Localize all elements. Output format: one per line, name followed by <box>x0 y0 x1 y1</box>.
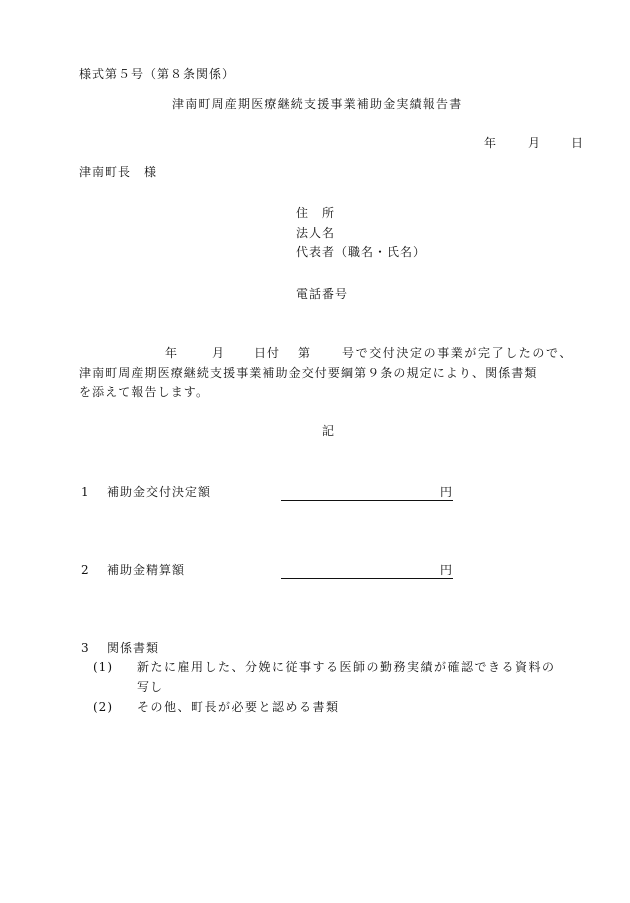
document-item-text-continued: 写し <box>137 680 164 694</box>
ki-heading: 記 <box>322 424 336 438</box>
representative-label: 代表者（職名・氏名） <box>296 245 427 259</box>
item3-label: 関係書類 <box>107 641 160 655</box>
item1-label: 補助金交付決定額 <box>107 485 212 499</box>
body-line1-rest: 号で交付決定の事業が完了したので、 <box>342 346 573 360</box>
phone-number-label: 電話番号 <box>296 287 349 301</box>
corporation-name-label: 法人名 <box>296 226 336 240</box>
item1-amount-line <box>281 484 453 501</box>
item2-label: 補助金精算額 <box>107 563 186 577</box>
document-item-text: その他、町長が必要と認める書類 <box>137 700 340 714</box>
body-year: 年 <box>165 346 179 360</box>
item2-amount-line <box>281 562 453 579</box>
item1-yen-unit: 円 <box>440 485 454 499</box>
addressee: 津南町長 様 <box>79 165 158 179</box>
document-item-number: (2) <box>93 700 113 714</box>
body-line2: 津南町周産期医療継続支援事業補助金交付要綱第９条の規定により、関係書類 <box>79 366 538 380</box>
item3-number: 3 <box>81 641 90 655</box>
item2-yen-unit: 円 <box>440 563 454 577</box>
document-item-number: (1) <box>93 660 113 674</box>
item1-number: 1 <box>81 485 90 499</box>
document-item-text: 新たに雇用した、分娩に従事する医師の勤務実績が確認できる資料の <box>137 660 556 674</box>
date-year-label: 年 <box>484 136 498 150</box>
form-number-label: 様式第５号（第８条関係） <box>79 67 236 81</box>
body-number-prefix: 第 <box>298 346 312 360</box>
body-month: 月 <box>212 346 226 360</box>
body-day: 日付 <box>254 346 281 360</box>
document-title: 津南町周産期医療継続支援事業補助金実績報告書 <box>172 97 463 111</box>
body-line3: を添えて報告します。 <box>79 385 210 399</box>
date-month-label: 月 <box>528 136 542 150</box>
date-day-label: 日 <box>571 136 585 150</box>
address-label: 住 所 <box>296 206 336 220</box>
item2-number: 2 <box>81 563 90 577</box>
